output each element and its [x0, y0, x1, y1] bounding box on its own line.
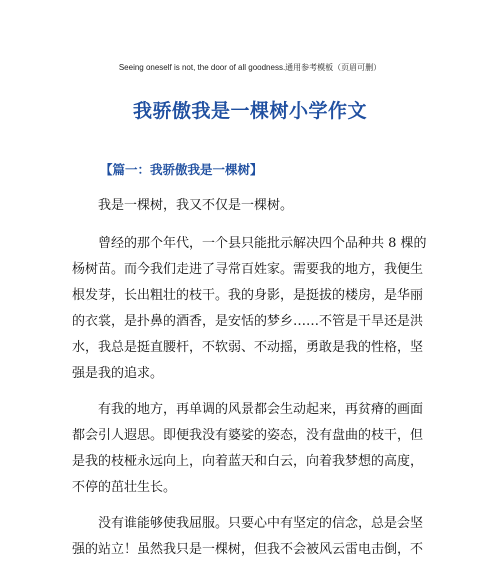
header-motto: Seeing oneself is not, the door of all goodness.: [118, 63, 286, 72]
paragraph-line: 不停的茁壮生长。: [72, 480, 177, 495]
paragraph-line: 我是一棵树，我又不仅是一棵树。: [98, 198, 294, 213]
paragraph-line: 杨树苗。而今我们走进了寻常百姓家。需要我的地方，我便生: [72, 262, 424, 277]
paragraph-2: [72, 231, 427, 387]
paragraph-line: 都会引人遐思。即便我没有婆娑的姿态，没有盘曲的枝干，但: [72, 428, 424, 443]
paragraph-line: 强是我的追求。: [72, 366, 164, 381]
paragraph-1: [72, 193, 422, 219]
paragraph-line: 是我的枝桠永远向上，向着蓝天和白云，向着我梦想的高度，: [72, 454, 424, 469]
paragraph-line: 曾经的那个年代，一个县只能批示解决四个品种共 8 棵的: [98, 236, 427, 251]
paragraph-line: 没有谁能够使我屈服。只要心中有坚定的信念，总是会坚: [98, 516, 424, 531]
header-template-note: 通用参考模板（页眉可删）: [285, 63, 382, 72]
paragraph-line: 有我的地方，再单调的风景都会生动起来，再贫瘠的画面: [98, 402, 424, 417]
paragraph-line: 的衣裳，是扑鼻的酒香，是安恬的梦乡……不管是干旱还是洪: [72, 314, 424, 329]
paragraph-line: 水，我总是挺直腰杆，不软弱、不动摇，勇敢是我的性格，坚: [72, 340, 424, 355]
paragraph-4: [72, 511, 422, 563]
paragraph-3: [72, 397, 422, 501]
section-heading: 【篇一：我骄傲我是一棵树】: [100, 162, 263, 177]
paragraph-line: 强的站立！虽然我只是一棵树，但我不会被风云雷电击倒，不: [72, 542, 424, 557]
document-title: 我骄傲我是一棵树小学作文: [132, 100, 367, 122]
paragraph-line: 根发芽，长出粗壮的枝干。我的身影，是挺拔的楼房，是华丽: [72, 288, 424, 303]
page-header: [0, 62, 500, 73]
